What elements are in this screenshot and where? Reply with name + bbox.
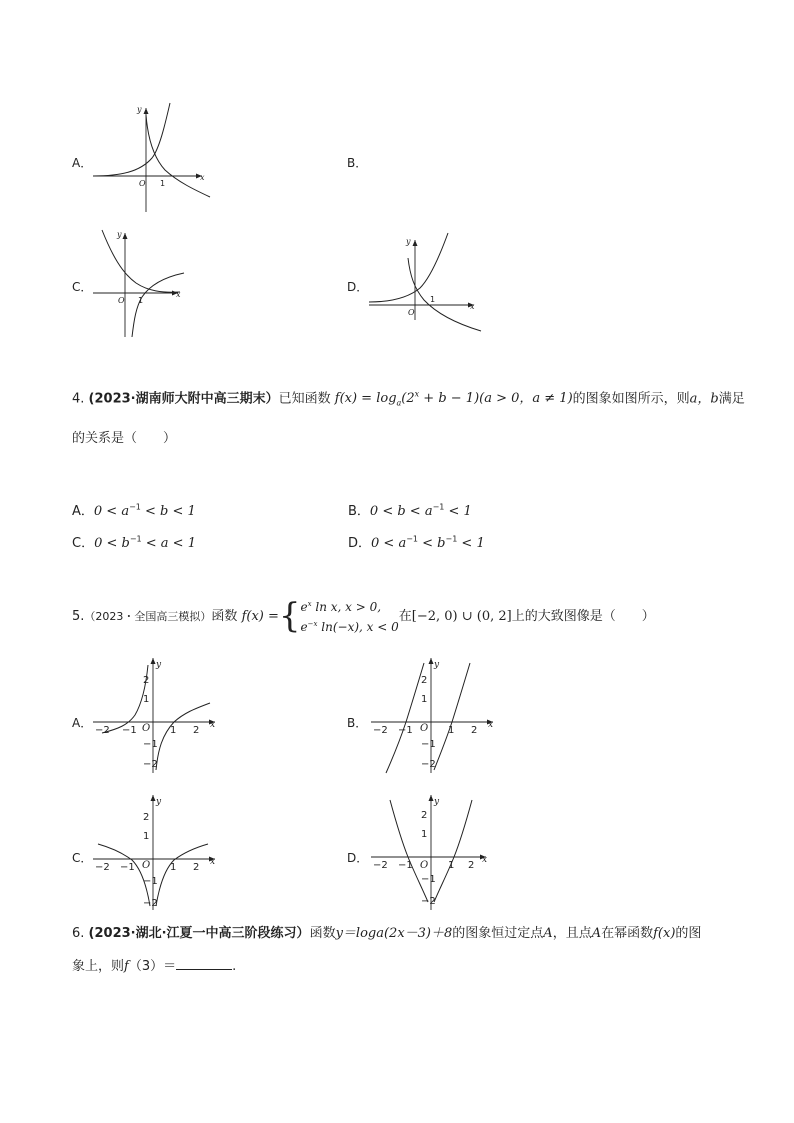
origin-label: O xyxy=(420,723,429,734)
q4-number: 4. xyxy=(72,391,89,407)
y-arrow xyxy=(429,795,434,801)
tick-m2: −2 xyxy=(95,862,110,873)
curve-right xyxy=(156,844,208,906)
q3-option-a-label: A． xyxy=(72,156,93,170)
tick-y1: 1 xyxy=(421,829,428,840)
x-label: x xyxy=(210,720,216,730)
q4-text: 满足 xyxy=(718,391,745,407)
q5-graph-b xyxy=(368,655,498,775)
curve-decay xyxy=(102,230,180,292)
tick-ym2: −2 xyxy=(421,759,436,770)
tick-m2: −2 xyxy=(373,860,388,871)
q5-source: （2023・全国高三模拟） xyxy=(84,609,212,623)
q3-graph-c xyxy=(90,225,190,340)
q5-graph-c xyxy=(90,792,220,914)
tick-p2: 2 xyxy=(468,860,475,871)
tick-p1: 1 xyxy=(170,725,177,736)
tick-1-label: 1 xyxy=(160,179,166,188)
curve-right xyxy=(434,800,475,902)
tick-m2: −2 xyxy=(373,725,388,736)
q4-source: (2023·湖南师大附中高三期末） xyxy=(88,391,279,407)
q5-text: 在 xyxy=(398,608,412,624)
x-label: x xyxy=(210,857,216,867)
q6-formula: y＝loga(2x－3)＋8 xyxy=(335,926,453,941)
tick-ym1: −1 xyxy=(143,876,158,887)
q4-option-b[interactable]: B．$0 < b < a^{-1} < 1$ xyxy=(348,502,472,519)
q6-number: 6. xyxy=(72,926,89,941)
q3-option-c-label: C． xyxy=(72,280,93,294)
q5-option-b-label: B． xyxy=(347,716,368,730)
q5-option-a-label: A． xyxy=(72,716,93,730)
tick-ym2: −2 xyxy=(143,759,158,770)
tick-m1: −1 xyxy=(398,725,413,736)
tick-p2: 2 xyxy=(193,725,200,736)
tick-y2: 2 xyxy=(143,675,150,686)
tick-ym2: −2 xyxy=(421,896,436,907)
y-arrow xyxy=(429,658,434,664)
origin-label: O xyxy=(420,860,429,871)
tick-m2: −2 xyxy=(95,725,110,736)
q4-stem-line2: 的关系是（ ） xyxy=(72,431,177,446)
x-label: x xyxy=(200,173,205,182)
curve-exp xyxy=(93,103,170,176)
tick-y1: 1 xyxy=(421,694,428,705)
q5-graph-d xyxy=(368,792,498,914)
q4-option-a[interactable]: A．$0 < a^{-1} < b < 1$ xyxy=(72,502,196,519)
tick-p2: 2 xyxy=(193,862,200,873)
y-label: y xyxy=(434,797,440,807)
tick-m1: −1 xyxy=(122,725,137,736)
x-label: x xyxy=(176,290,181,299)
y-arrow xyxy=(151,795,156,801)
origin-label: O xyxy=(142,860,151,871)
tick-ym2: −2 xyxy=(143,898,158,909)
q6-answer-blank[interactable] xyxy=(176,957,232,970)
q4-stem-line1 xyxy=(72,391,745,408)
q5-graph-a xyxy=(90,655,220,775)
curve-log xyxy=(132,273,184,337)
q3-graph-d xyxy=(366,230,486,340)
q4-vars: a，b xyxy=(689,391,719,407)
q5-option-c-label: C． xyxy=(72,851,93,865)
tick-ym1: −1 xyxy=(421,874,436,885)
q6-source: (2023·湖北·江夏一中高三阶段练习） xyxy=(88,926,310,941)
curve-right xyxy=(434,663,470,770)
curve-right xyxy=(156,703,210,770)
q4-option-d[interactable]: D．$0 < a^{-1} < b^{-1} < 1$ xyxy=(348,534,485,551)
tick-y2: 2 xyxy=(421,810,428,821)
q5-fx: f(x) = xyxy=(241,608,279,624)
tick-y2: 2 xyxy=(421,675,428,686)
q5-text: 上的大致图像是（ ） xyxy=(511,608,655,624)
origin-label: O xyxy=(142,723,151,734)
q5-number: 5. xyxy=(72,608,85,624)
tick-y1: 1 xyxy=(143,694,150,705)
origin-label: O xyxy=(408,308,415,317)
tick-p1: 1 xyxy=(170,862,177,873)
q5-interval: [−2, 0) ∪ (0, 2] xyxy=(411,608,512,624)
y-label: y xyxy=(406,237,411,246)
q5-text: 函数 xyxy=(211,608,238,624)
q4-option-c[interactable]: C．$0 < b^{-1} < a < 1$ xyxy=(72,534,196,551)
y-label: y xyxy=(156,797,162,807)
x-label: x xyxy=(482,855,488,865)
tick-1-label: 1 xyxy=(430,295,436,304)
curve-left xyxy=(98,844,150,906)
tick-m1: −1 xyxy=(398,860,413,871)
y-label: y xyxy=(434,660,440,670)
q3-option-d-label: D． xyxy=(347,280,369,294)
tick-y1: 1 xyxy=(143,831,150,842)
q5-option-d-label: D． xyxy=(347,851,369,865)
q4-text: 已知函数 xyxy=(278,391,331,407)
x-label: x xyxy=(470,302,475,311)
curve-left xyxy=(386,663,424,773)
y-label: y xyxy=(156,660,162,670)
q5-cases: $e^x$ ln x, x > 0, $e^{-x}$ ln(−x), x < 0 xyxy=(300,600,399,634)
q4-text: 的图象如图所示，则 xyxy=(572,391,690,407)
q3-graph-a xyxy=(90,100,220,215)
y-arrow xyxy=(151,658,156,664)
tick-p1: 1 xyxy=(448,725,455,736)
tick-y2: 2 xyxy=(143,812,150,823)
origin-label: O xyxy=(139,179,146,188)
q4-formula: $f(x) = \log_a(2^x + b - 1)(a > 0$，a ≠ 1) xyxy=(334,390,573,408)
y-label: y xyxy=(117,230,122,239)
tick-m1: −1 xyxy=(120,862,135,873)
x-label: x xyxy=(488,720,494,730)
q5-brace: { xyxy=(278,596,301,636)
q6-stem-line1: 6. (2023·湖北·江夏一中高三阶段练习）函数y＝loga(2x－3)＋8的图象恒过定点A，且点A在幂函数f(x)的图 xyxy=(72,926,702,941)
y-arrow xyxy=(413,240,418,246)
tick-ym1: −1 xyxy=(143,739,158,750)
tick-ym1: −1 xyxy=(421,739,436,750)
tick-p1: 1 xyxy=(448,860,455,871)
q3-option-b-label: B． xyxy=(347,156,368,170)
origin-label: O xyxy=(118,296,125,305)
tick-p2: 2 xyxy=(471,725,478,736)
curve-decay xyxy=(146,115,210,197)
curve-decay xyxy=(408,258,481,331)
tick-1-label: 1 xyxy=(138,296,144,305)
y-arrow xyxy=(144,108,149,114)
y-arrow xyxy=(123,233,128,239)
q6-stem-line2: 象上，则f（3）＝ . xyxy=(72,959,237,974)
y-label: y xyxy=(137,105,142,114)
q5-stem xyxy=(72,596,655,636)
